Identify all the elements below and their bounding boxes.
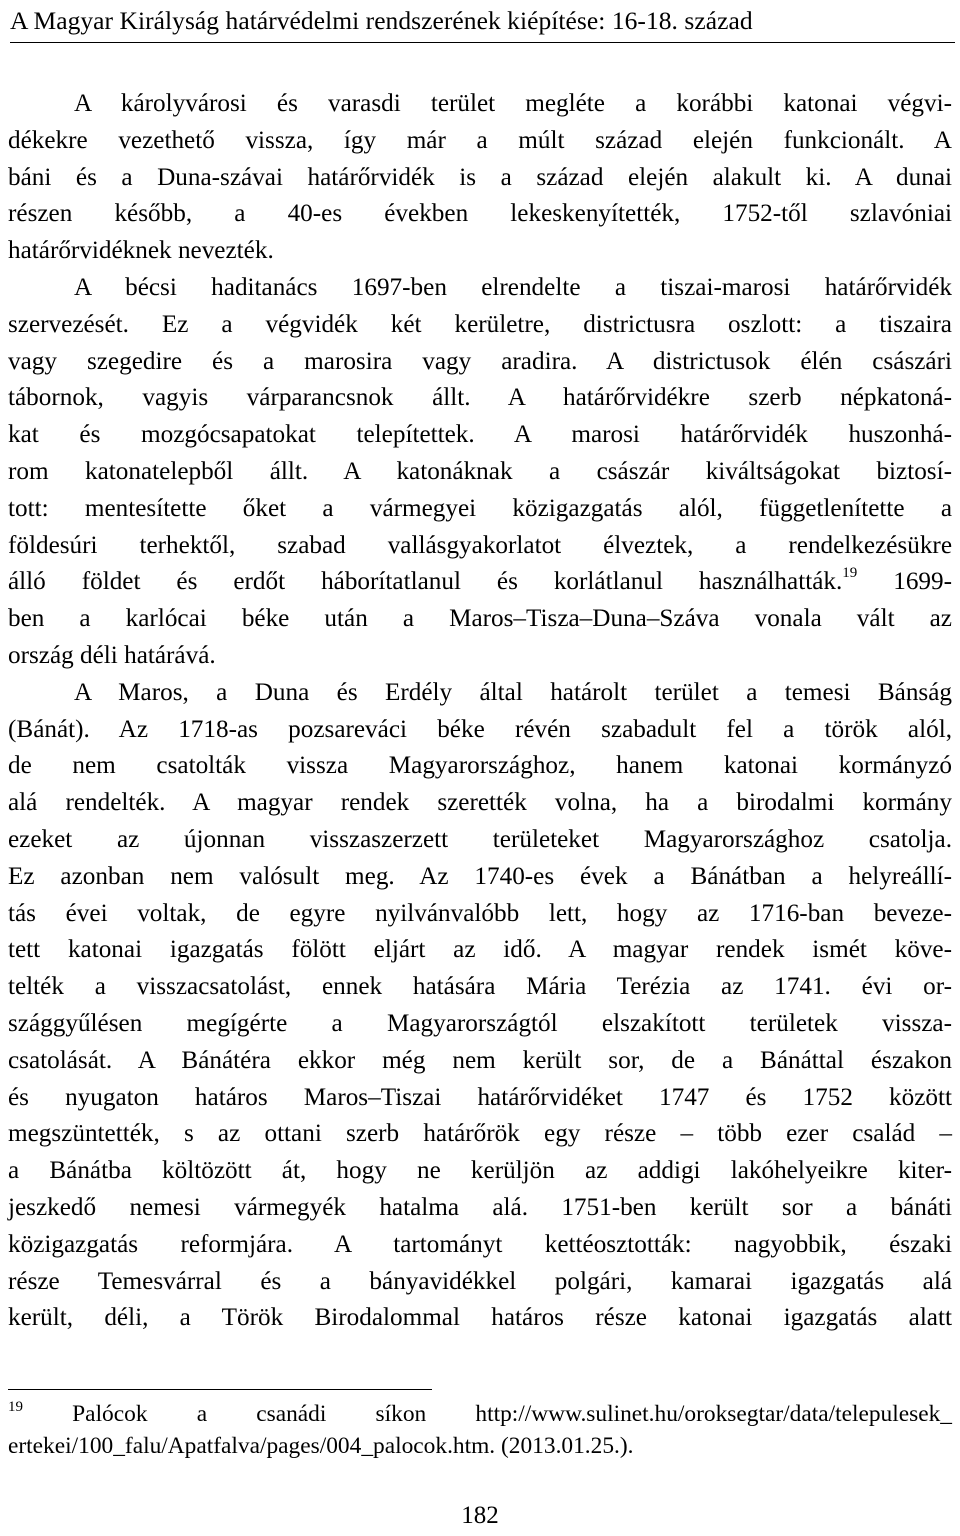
text-line: a Bánátba költözött át, hogy ne kerüljön az addigi lakóhelyeikre kiter-: [8, 1157, 952, 1185]
text-line: A károlyvárosi és varasdi terület megléte a korábbi katonai végvi-: [74, 90, 952, 117]
text-line: ország déli határává.: [8, 641, 216, 669]
text-segment: 1699-: [893, 568, 952, 596]
text-segment: álló földet és erdőt háborítatlanul és korlátlanul használhatták.: [8, 568, 843, 596]
text-line: (Bánát). Az 1718-as pozsareváci béke révén szabadult fel a török alól,: [8, 715, 952, 743]
text-line: kat és mozgócsapatokat telepítettek. A marosi határőrvidék huszonhá-: [8, 421, 952, 449]
text-line: vagy szegedire és a marosira vagy aradira. A districtusok élén császári: [8, 347, 952, 375]
footnote-line: [8, 1398, 952, 1430]
text-line: de nem csatolták vissza Magyarországhoz, hanem katonai kormányzó: [8, 752, 952, 780]
text-line: részen később, a 40-es években lekeskenyítették, 1752-től szlavóniai: [8, 200, 952, 228]
text-line: része Temesvárral és a bányavidékkel polgári, kamarai igazgatás alá: [8, 1267, 952, 1295]
text-line: került, déli, a Török Birodalommal határos része katonai igazgatás alatt: [8, 1304, 952, 1332]
text-line: szervezését. Ez a végvidék két kerületre, districtusra oszlott: a tiszaira: [8, 310, 952, 338]
footnote-text: Palócok a csanádi síkon http://www.sulinet.hu/oroksegtar/data/telepulesek_: [72, 1401, 952, 1427]
text-line-with-footnote: [8, 564, 952, 601]
footnote-separator: [8, 1389, 432, 1390]
text-line: határőrvidéknek nevezték.: [8, 237, 274, 265]
text-line: szággyűlésen megígérte a Magyarországtól elszakított területek vissza-: [8, 1009, 952, 1037]
text-line: tábornok, vagyis várparancsnok állt. A határőrvidékre szerb népkatoná-: [8, 384, 952, 412]
page-number: 182: [461, 1502, 499, 1529]
text-line: telték a visszacsatolást, ennek hatására Mária Terézia az 1741. évi or-: [8, 973, 952, 1001]
running-header: [10, 2, 955, 43]
text-line: ezeket az újonnan visszaszerzett területeket Magyarországhoz csatolja.: [8, 825, 952, 853]
text-line: jeszkedő nemesi vármegyék hatalma alá. 1751-ben került sor a bánáti: [8, 1193, 952, 1221]
text-line: rom katonatelepből állt. A katonáknak a császár kiváltságokat biztosí-: [8, 457, 952, 485]
text-line: tás évei voltak, de egyre nyilvánvalóbb lett, hogy az 1716-ban beveze-: [8, 899, 952, 927]
text-line: báni és a Duna-szávai határőrvidék is a század elején alakult ki. A dunai: [8, 163, 952, 191]
text-line: A Maros, a Duna és Erdély által határolt terület a temesi Bánság: [74, 678, 952, 706]
text-line: földesúri terhektől, szabad vallásgyakorlatot élveztek, a rendelkezésükre: [8, 531, 952, 559]
footnote-reference: 19: [842, 565, 858, 582]
footnote-number: 19: [8, 1399, 23, 1415]
footnote: [8, 1398, 952, 1462]
text-line: csatolását. A Bánátéra ekkor még nem került sor, de a Bánáttal északon: [8, 1046, 952, 1074]
text-line: A bécsi haditanács 1697-ben elrendelte a tiszai-marosi határőrvidék: [74, 273, 952, 301]
text-line: Ez azonban nem valósult meg. Az 1740-es évek a Bánátban a helyreállí-: [8, 862, 952, 890]
text-line: tott: mentesítette őket a vármegyei közigazgatás alól, függetlenítette a: [8, 494, 952, 522]
text-line: ben a karlócai béke után a Maros–Tisza–Duna–Száva vonala vált az: [8, 605, 952, 633]
header-title: A Magyar Királyság határvédelmi rendszerének kiépítése: 16-18. század: [10, 6, 753, 35]
body-text: [8, 86, 952, 1337]
text-line: dékekre vezethető vissza, így már a múlt század elején funkcionált. A: [8, 126, 952, 154]
text-line: alá rendelték. A magyar rendek szerették volna, ha a birodalmi kormány: [8, 789, 952, 817]
text-line: és nyugaton határos Maros–Tiszai határőrvidéket 1747 és 1752 között: [8, 1083, 952, 1111]
text-line: megszüntették, s az ottani szerb határőrök egy része – több ezer család –: [8, 1120, 952, 1148]
text-line: tett katonai igazgatás fölött eljárt az idő. A magyar rendek ismét köve-: [8, 936, 952, 964]
footnote-line: ertekei/100_falu/Apatfalva/pages/004_palocok.htm. (2013.01.25.).: [8, 1433, 634, 1459]
text-line: közigazgatás reformjára. A tartományt kettéosztották: nagyobbik, északi: [8, 1230, 952, 1258]
